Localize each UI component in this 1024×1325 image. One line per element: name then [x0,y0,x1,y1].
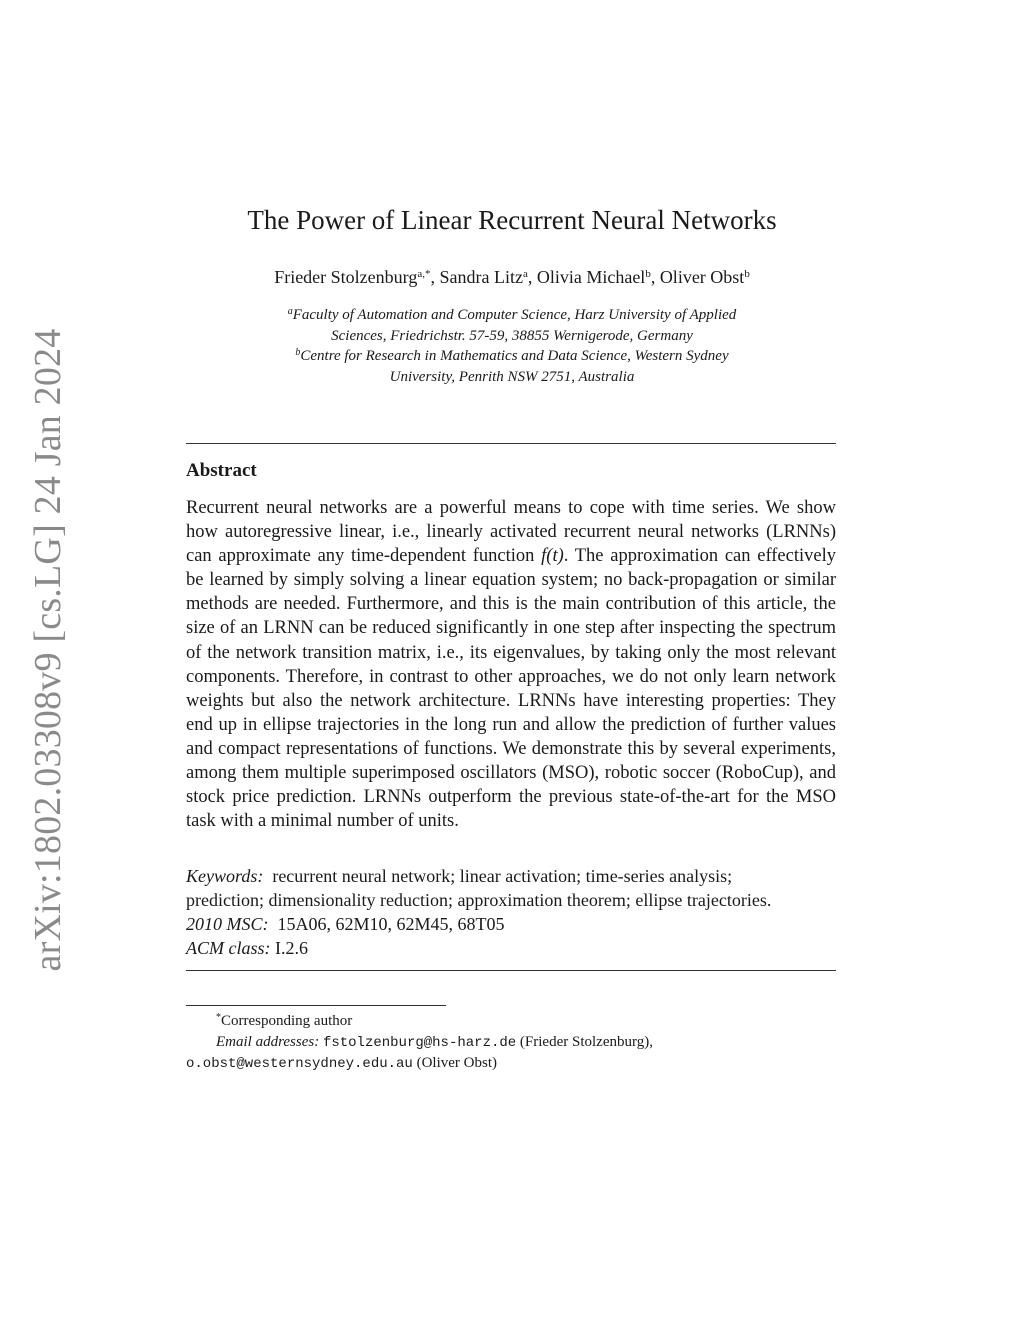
corresponding-author-note: *Corresponding author [216,1012,353,1029]
keywords-line: Keywords: recurrent neural network; linear activation; time-series analysis; [186,866,733,886]
author-list: Frieder Stolzenburg$^{a,*}$, Sandra Litz$^a$, Olivia Michael$^b$, Oliver Obst$^b$ [274,267,750,287]
msc-label: 2010 MSC: [186,914,269,934]
abstract-text: Recurrent neural networks are a powerful means to cope with time series. We show how autoregressive linear, i.e., linearly activated recurrent neural networks (LRNNs) can approximate any time-dependent function f(t). The approximation can effectively be learned by simply solving a linear equation system; no back-propagation or similar methods are needed. Furthermore, and this is the main contribution of this article, the size of an LRNN can be reduced significantly in one step after inspecting the spectrum of the network transition matrix, i.e., its eigenvalues, by taking only the most relevant components. Therefore, in contrast to other approaches, we do not only learn network weights but also the network architecture. LRNNs have interesting properties: They end up in ellipse trajectories in the long run and allow the prediction of further values and compact representations of functions. We demonstrate this by several experiments, among them multiple superimposed oscillators (MSO), robotic soccer (RoboCup), and stock price prediction. LRNNs outperform the previous state-of-the-art for the MSO task with a minimal number of units. [186,498,836,832]
affiliations [262,305,762,387]
email-line: Email addresses: fstolzenburg@hs-harz.de (Frieder Stolzenburg), [216,1033,653,1051]
author-affiliation-mark: a,* [417,268,431,280]
affiliation-b: $^b$Centre for Research in Mathematics and Data Science, Western Sydney University, Penrith NSW 2751, Australia [295,347,729,385]
footnote [186,1011,846,1075]
author-affiliation-mark: b [744,268,750,280]
keywords-block [186,864,846,960]
author-affiliation-mark: b [645,268,651,280]
email-link[interactable]: o.obst@westernsydney.edu.au [186,1056,413,1072]
arxiv-identifier-stamp: arXiv:1802.03308v9 [cs.LG] 24 Jan 2024 [27,328,69,972]
formula-f-of-t: f(t) [541,546,564,567]
acm-line: ACM class: I.2.6 [186,938,308,958]
author-name: Sandra Litz [439,267,523,287]
abstract-heading: Abstract [186,460,257,481]
affiliation-a: $^a$Faculty of Automation and Computer Science, Harz University of Applied Sciences, Friedrichstr. 57-59, 38855 Wernigerode, Germany [287,306,737,344]
footnote-rule [186,1005,446,1006]
paper-title: The Power of Linear Recurrent Neural Networks [247,205,777,235]
author-name: Olivia Michael [536,267,646,287]
keywords-line: prediction; dimensionality reduction; approximation theorem; ellipse trajectories. [186,890,772,910]
keywords-label: Keywords: [186,866,264,886]
email-link[interactable]: fstolzenburg@hs-harz.de [322,1034,517,1051]
abstract-top-rule [186,443,836,444]
author-name: Oliver Obst [659,267,745,287]
author-name: Frieder Stolzenburg [274,267,418,287]
msc-line: 2010 MSC: 15A06, 62M10, 62M45, 68T05 [186,914,505,934]
author-affiliation-mark: a [522,268,528,280]
email-line: o.obst@westernsydney.edu.au (Oliver Obst) [186,1055,497,1072]
acm-label: ACM class: [186,938,271,958]
abstract-bottom-rule [186,970,836,971]
